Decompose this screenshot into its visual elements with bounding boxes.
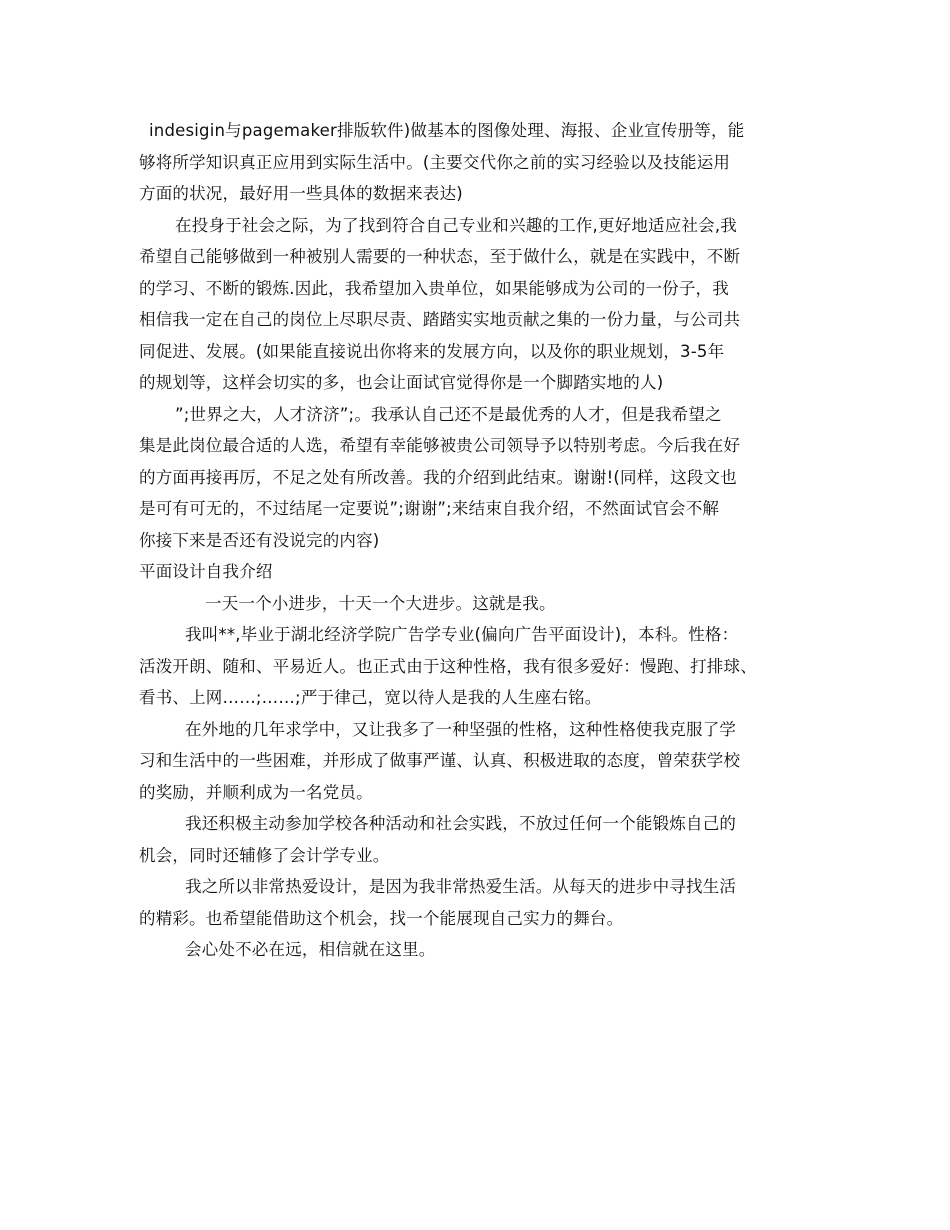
paragraph-activities — [139, 808, 829, 871]
text-line: 习和生活中的一些困难，并形成了做事严谨、认真、积极进取的态度，曾荣获学校 — [139, 751, 741, 770]
text-line: 你接下来是否还有没说完的内容) — [139, 530, 380, 550]
text-line: 在外地的几年求学中，又让我多了一种坚强的性格，这种性格使我克服了学 — [185, 719, 737, 739]
text-line: 看书、上网……;……;严于律己，宽以待人是我的人生座右铭。 — [139, 688, 602, 707]
text-line: 希望自己能够做到一种被别人需要的一种状态，至于做什么，就是在实践中，不断 — [139, 247, 741, 266]
text-line: 的方面再接再厉，不足之处有所改善。我的介绍到此结束。谢谢!(同样，这段文也 — [139, 467, 737, 487]
text-line: 的精彩。也希望能借助这个机会，找一个能展现自己实力的舞台。 — [139, 908, 624, 928]
paragraph-study-abroad — [139, 714, 829, 809]
paragraph-design-passion — [139, 871, 829, 934]
text-line: 的奖励，并顺利成为一名党员。 — [139, 782, 373, 802]
text-line: 机会，同时还辅修了会计学专业。 — [139, 845, 390, 865]
paragraph-skills — [139, 115, 829, 210]
text-line: 方面的状况，最好用一些具体的数据来表达) — [139, 184, 463, 203]
text-line: indesigin与pagemaker排版软件)做基本的图像处理、海报、企业宣传册等，能 — [149, 121, 745, 140]
closing-line: 会心处不必在远，相信就在这里。 — [185, 940, 436, 959]
section-heading: 平面设计自我介绍 — [139, 562, 273, 581]
text-line: 是可有可无的，不过结尾一定要说”;谢谢”;来结束自我介绍，不然面试官会不解 — [139, 499, 720, 518]
text-line: 我之所以非常热爱设计，是因为我非常热爱生活。从每天的进步中寻找生活 — [185, 877, 737, 896]
paragraph-introduction — [139, 619, 829, 714]
motto-line: 一天一个小进步，十天一个大进步。这就是我。 — [205, 593, 556, 613]
text-line: 活泼开朗、随和、平易近人。也正式由于这种性格，我有很多爱好：慢跑、打排球、 — [139, 656, 757, 676]
text-line: 够将所学知识真正应用到实际生活中。(主要交代你之前的实习经验以及技能运用 — [139, 152, 731, 172]
text-line: 的学习、不断的锻炼.因此，我希望加入贵单位，如果能够成为公司的一份子，我 — [139, 278, 729, 298]
text-line: 我还积极主动参加学校各种活动和社会实践，不放过任何一个能锻炼自己的 — [185, 814, 737, 833]
text-line: 同促进、发展。(如果能直接说出你将来的发展方向，以及你的职业规划，3-5年 — [139, 341, 725, 361]
document-body — [139, 115, 829, 966]
text-line: ”;世界之大，人才济济”;。我承认自己还不是最优秀的人才，但是我希望之 — [175, 404, 722, 424]
text-line: 的规划等，这样会切实的多，也会让面试官觉得你是一个脚踏实地的人) — [139, 373, 664, 392]
text-line: 在投身于社会之际，为了找到符合自己专业和兴趣的工作,更好地适应社会,我 — [175, 215, 737, 235]
text-line: 相信我一定在自己的岗位上尽职尽责、踏踏实实地贡献之集的一份力量，与公司共 — [139, 310, 741, 329]
text-line: 我叫**,毕业于湖北经济学院广告学专业(偏向广告平面设计)，本科。性格： — [185, 625, 739, 644]
paragraph-closing-remarks — [139, 399, 829, 557]
text-line: 集是此岗位最合适的人选，希望有幸能够被贵公司领导予以特别考虑。今后我在好 — [139, 436, 741, 455]
paragraph-goals — [139, 210, 829, 399]
